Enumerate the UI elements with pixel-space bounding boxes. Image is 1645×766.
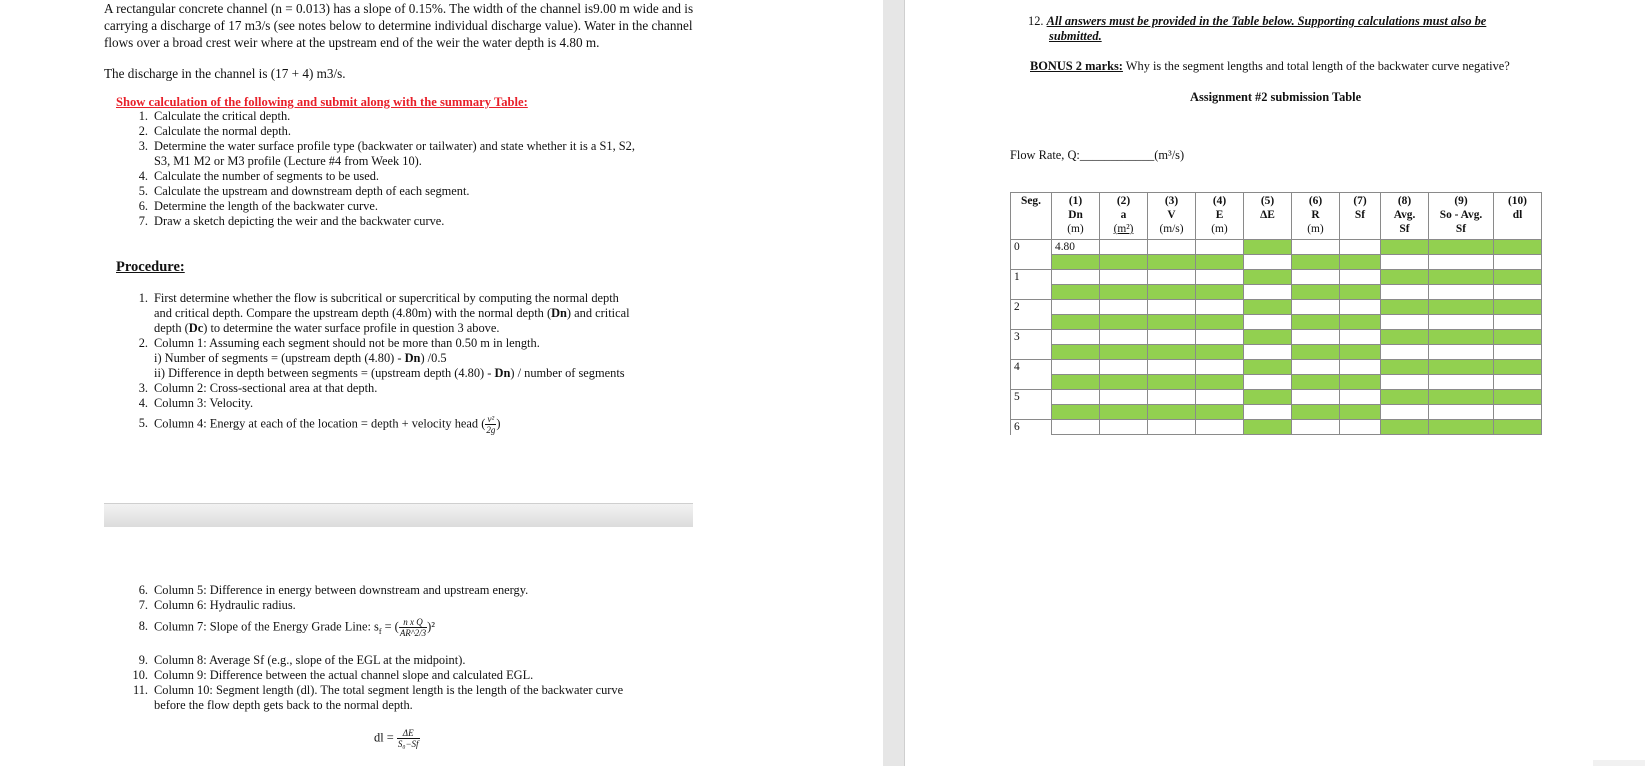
table-cell xyxy=(1196,360,1244,375)
proc-11-line-1: 11. Column 10: Segment length (dl). The total segment length is the length of the backwater curve xyxy=(132,683,624,697)
table-cell xyxy=(1148,270,1196,285)
proc-2-ii: ii) Difference in depth between segments = (upstream depth (4.80) - Dn) / number of segments xyxy=(154,366,625,380)
table-cell xyxy=(1429,420,1494,435)
proc-1-line-2: and critical depth. Compare the upstream depth (4.80m) with the normal depth (Dn) and critical xyxy=(154,306,630,320)
table-cell xyxy=(1148,240,1196,255)
table-cell xyxy=(1429,300,1494,315)
show-calc-heading: Show calculation of the following and submit along with the summary Table: xyxy=(116,95,528,109)
intermediate-row xyxy=(1011,285,1542,300)
table-cell xyxy=(1196,390,1244,405)
table-body xyxy=(1011,240,1542,435)
table-cell xyxy=(1100,285,1148,300)
table-cell xyxy=(1100,390,1148,405)
table-cell xyxy=(1381,285,1429,300)
table-cell xyxy=(1148,420,1196,435)
table-cell xyxy=(1052,360,1100,375)
table-cell xyxy=(1381,375,1429,390)
table-cell xyxy=(1429,375,1494,390)
segment-number: 5 xyxy=(1011,390,1052,405)
task-1: 1. Calculate the critical depth. xyxy=(138,109,291,123)
table-cell xyxy=(1244,270,1292,285)
task-7: 7. Draw a sketch depicting the weir and the backwater curve. xyxy=(138,214,445,228)
table-cell xyxy=(1494,375,1542,390)
task-5: 5. Calculate the upstream and downstream depth of each segment. xyxy=(138,184,470,198)
table-cell xyxy=(1340,285,1381,300)
table-cell xyxy=(1244,345,1292,360)
table-cell xyxy=(1494,405,1542,420)
proc-6: 6. Column 5: Difference in energy between downstream and upstream energy. xyxy=(138,583,529,597)
segment-number: 4 xyxy=(1011,360,1052,375)
table-cell xyxy=(1494,285,1542,300)
table-cell xyxy=(1052,405,1100,420)
col-8-header: (8) Avg. Sf xyxy=(1381,193,1429,240)
table-cell xyxy=(1011,375,1052,390)
table-cell xyxy=(1429,390,1494,405)
table-cell xyxy=(1381,270,1429,285)
table-cell xyxy=(1052,330,1100,345)
table-cell xyxy=(1196,255,1244,270)
table-cell xyxy=(1148,390,1196,405)
table-cell xyxy=(1494,300,1542,315)
table-cell xyxy=(1494,270,1542,285)
table-cell xyxy=(1381,300,1429,315)
table-cell xyxy=(1494,330,1542,345)
table-cell xyxy=(1100,405,1148,420)
table-cell xyxy=(1381,390,1429,405)
table-cell xyxy=(1052,345,1100,360)
intro-line-1: A rectangular concrete channel (n = 0.013) has a slope of 0.15%. The width of the channel is9.00 m wide and is xyxy=(104,1,694,16)
table-cell xyxy=(1429,405,1494,420)
col-3-header: (3) V (m/s) xyxy=(1148,193,1196,240)
table-cell xyxy=(1340,330,1381,345)
segment-number: 0 xyxy=(1011,240,1052,255)
task-6: 6. Determine the length of the backwater curve. xyxy=(138,199,378,213)
table-cell xyxy=(1292,315,1340,330)
col-7-header: (7) Sf xyxy=(1340,193,1381,240)
table-cell xyxy=(1011,315,1052,330)
depth-cell: 4.80 xyxy=(1052,240,1100,255)
bonus-question: BONUS 2 marks: Why is the segment lengths and total length of the backwater curve negative? xyxy=(1030,59,1510,73)
table-cell xyxy=(1494,420,1542,435)
task-4: 4. Calculate the number of segments to be used. xyxy=(138,169,380,183)
sf-fraction: $\frac{\text{n x Q}}{AR\^{}2/3}$ xyxy=(399,617,427,638)
col-seg-header: Seg. xyxy=(1011,193,1052,240)
segment-number: 1 xyxy=(1011,270,1052,285)
table-cell xyxy=(1011,345,1052,360)
proc-10: 10. Column 9: Difference between the actual channel slope and calculated EGL. xyxy=(132,668,534,682)
proc-1-line-3: depth (Dc) to determine the water surface profile in question 3 above. xyxy=(154,321,500,335)
table-cell xyxy=(1381,420,1429,435)
table-cell xyxy=(1100,330,1148,345)
table-cell xyxy=(1494,345,1542,360)
segment-number: 6 xyxy=(1011,420,1052,435)
task-3-cont: S3, M1 M2 or M3 profile (Lecture #4 from Week 10). xyxy=(154,154,422,168)
col-4-header: (4) E (m) xyxy=(1196,193,1244,240)
table-cell xyxy=(1429,285,1494,300)
segment-number: 3 xyxy=(1011,330,1052,345)
table-cell xyxy=(1381,330,1429,345)
proc-1-line-1: 1. First determine whether the flow is subcritical or supercritical by computing the normal depth xyxy=(138,291,619,305)
proc-9: 9. Column 8: Average Sf (e.g., slope of the EGL at the midpoint). xyxy=(138,653,466,667)
table-cell xyxy=(1340,345,1381,360)
page-divider-bar xyxy=(104,503,693,527)
proc-5: 5. Column 4: Energy at each of the location = depth + velocity head ( $\frac{\text{v²}}{2g}$ ) xyxy=(138,414,501,435)
table-cell xyxy=(1052,300,1100,315)
table-cell xyxy=(1196,345,1244,360)
table-header-row xyxy=(1011,193,1542,240)
table-cell xyxy=(1148,345,1196,360)
table-cell xyxy=(1052,375,1100,390)
table-cell xyxy=(1292,420,1340,435)
table-cell xyxy=(1196,375,1244,390)
table-cell xyxy=(1148,360,1196,375)
segment-number: 2 xyxy=(1011,300,1052,315)
table-cell xyxy=(1381,405,1429,420)
table-cell xyxy=(1494,315,1542,330)
table-cell xyxy=(1340,315,1381,330)
proc-4: 4. Column 3: Velocity. xyxy=(138,396,254,410)
col-6-header: (6) R (m) xyxy=(1292,193,1340,240)
table-cell xyxy=(1340,360,1381,375)
segment-row xyxy=(1011,270,1542,285)
table-cell xyxy=(1494,255,1542,270)
table-cell xyxy=(1340,375,1381,390)
table-cell xyxy=(1100,360,1148,375)
table-cell xyxy=(1148,405,1196,420)
table-cell xyxy=(1100,345,1148,360)
discharge-statement: The discharge in the channel is (17 + 4) m3/s. xyxy=(104,66,346,81)
table-cell xyxy=(1340,300,1381,315)
table-cell xyxy=(1244,390,1292,405)
table-cell xyxy=(1244,405,1292,420)
segment-row xyxy=(1011,300,1542,315)
table-cell xyxy=(1100,420,1148,435)
intermediate-row xyxy=(1011,345,1542,360)
table-cell xyxy=(1429,345,1494,360)
segment-row xyxy=(1011,330,1542,345)
proc-3: 3. Column 2: Cross-sectional area at that depth. xyxy=(138,381,378,395)
dl-fraction: $\frac{\Delta E}{\text{S₀−Sf}}$ xyxy=(397,728,419,749)
col-5-header: (5) ΔE xyxy=(1244,193,1292,240)
table-cell xyxy=(1381,360,1429,375)
table-cell xyxy=(1292,405,1340,420)
proc-2: 2. Column 1: Assuming each segment should not be more than 0.50 m in length. xyxy=(138,336,540,350)
table-cell xyxy=(1052,285,1100,300)
table-cell xyxy=(1292,390,1340,405)
col-9-header: (9) So - Avg. Sf xyxy=(1429,193,1494,240)
table-cell xyxy=(1244,420,1292,435)
proc-8: 8. Column 7: Slope of the Energy Grade Line: $s_f$ = ( $\frac{\text{n x Q}}{AR\^{}2/3}$ )² xyxy=(138,617,435,638)
col-2-header: (2) a (m²) xyxy=(1100,193,1148,240)
table-cell xyxy=(1340,390,1381,405)
table-cell xyxy=(1196,330,1244,345)
question-12-line-1: 12. All answers must be provided in the Table below. Supporting calculations must also be xyxy=(1028,14,1487,28)
table-cell xyxy=(1292,375,1340,390)
task-2: 2. Calculate the normal depth. xyxy=(138,124,291,138)
submission-table xyxy=(1010,192,1542,435)
velocity-head-fraction: $\frac{\text{v²}}{2g}$ xyxy=(486,414,496,435)
table-cell xyxy=(1148,300,1196,315)
table-cell xyxy=(1292,300,1340,315)
table-title: Assignment #2 submission Table xyxy=(1190,90,1362,104)
table-cell xyxy=(1429,315,1494,330)
intermediate-row xyxy=(1011,315,1542,330)
table-cell xyxy=(1011,285,1052,300)
table-cell xyxy=(1494,390,1542,405)
table-cell xyxy=(1244,285,1292,300)
table-cell xyxy=(1340,405,1381,420)
table-cell xyxy=(1196,270,1244,285)
table-cell xyxy=(1292,285,1340,300)
intermediate-row xyxy=(1011,405,1542,420)
segment-row xyxy=(1011,240,1542,255)
proc-2-i: i) Number of segments = (upstream depth (4.80) - Dn) /0.5 xyxy=(154,351,447,365)
table-cell xyxy=(1340,255,1381,270)
horizontal-scrollbar[interactable] xyxy=(1593,760,1645,766)
table-cell xyxy=(1244,375,1292,390)
table-cell xyxy=(1292,240,1340,255)
table-cell xyxy=(1244,240,1292,255)
table-cell xyxy=(1429,330,1494,345)
table-cell xyxy=(1292,360,1340,375)
table-cell xyxy=(1340,420,1381,435)
table-cell xyxy=(1100,255,1148,270)
table-cell xyxy=(1429,270,1494,285)
table-cell xyxy=(1148,375,1196,390)
table-cell xyxy=(1381,315,1429,330)
table-cell xyxy=(1494,240,1542,255)
table-cell xyxy=(1196,240,1244,255)
table-cell xyxy=(1340,270,1381,285)
table-cell xyxy=(1052,255,1100,270)
table-cell xyxy=(1052,315,1100,330)
flow-rate-field: Flow Rate, Q:____________(m³/s) xyxy=(1010,148,1185,162)
intro-line-3: flows over a broad crest weir where at the upstream end of the weir the water depth is 4.80 m. xyxy=(104,35,600,50)
table-cell xyxy=(1340,240,1381,255)
table-cell xyxy=(1494,360,1542,375)
table-cell xyxy=(1011,255,1052,270)
table-cell xyxy=(1196,420,1244,435)
table-cell xyxy=(1100,315,1148,330)
table-cell xyxy=(1292,345,1340,360)
segment-row xyxy=(1011,390,1542,405)
proc-7: 7. Column 6: Hydraulic radius. xyxy=(138,598,296,612)
table-cell xyxy=(1196,285,1244,300)
table-cell xyxy=(1148,285,1196,300)
segment-row xyxy=(1011,360,1542,375)
table-cell xyxy=(1381,240,1429,255)
table-cell xyxy=(1148,315,1196,330)
table-cell xyxy=(1100,300,1148,315)
col-10-header: (10) dl xyxy=(1494,193,1542,240)
table-cell xyxy=(1244,330,1292,345)
table-cell xyxy=(1429,360,1494,375)
table-cell xyxy=(1196,315,1244,330)
task-3: 3. Determine the water surface profile type (backwater or tailwater) and state whether it is a S1, S2, xyxy=(138,139,635,153)
table-cell xyxy=(1429,255,1494,270)
intro-line-2: carrying a discharge of 17 m3/s (see notes below to determine individual discharge value). Water in the channel xyxy=(104,18,693,33)
table-cell xyxy=(1100,240,1148,255)
table-cell xyxy=(1100,270,1148,285)
table-cell xyxy=(1244,315,1292,330)
table-cell xyxy=(1244,360,1292,375)
table-cell xyxy=(1244,255,1292,270)
segment-row xyxy=(1011,420,1542,435)
table-cell xyxy=(1196,300,1244,315)
table-cell xyxy=(1244,300,1292,315)
table-cell xyxy=(1100,375,1148,390)
table-cell xyxy=(1052,270,1100,285)
intermediate-row xyxy=(1011,375,1542,390)
table-cell xyxy=(1381,255,1429,270)
col-1-header: (1) Dn (m) xyxy=(1052,193,1100,240)
proc-11-line-2: before the flow depth gets back to the normal depth. xyxy=(154,698,413,712)
procedure-heading: Procedure: xyxy=(116,259,185,275)
table-cell xyxy=(1052,390,1100,405)
question-12-line-2: submitted. xyxy=(1049,29,1102,43)
table-cell xyxy=(1052,420,1100,435)
dl-formula: dl = $\frac{\Delta E}{\text{S₀−Sf}}$ xyxy=(374,728,419,749)
table-cell xyxy=(1148,255,1196,270)
table-cell xyxy=(1292,255,1340,270)
table-cell xyxy=(1011,405,1052,420)
table-cell xyxy=(1148,330,1196,345)
intermediate-row xyxy=(1011,255,1542,270)
table-cell xyxy=(1292,330,1340,345)
table-cell xyxy=(1429,240,1494,255)
table-cell xyxy=(1196,405,1244,420)
table-cell xyxy=(1381,345,1429,360)
table-cell xyxy=(1292,270,1340,285)
